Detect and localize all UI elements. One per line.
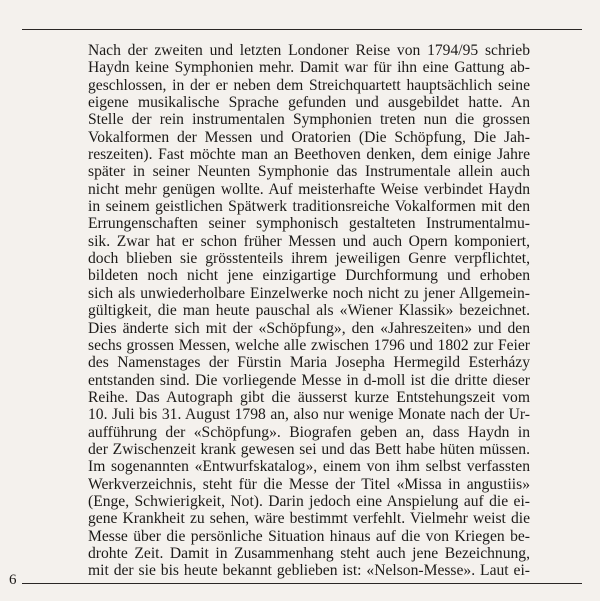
text-line: geschlossen, in der er neben dem Streichquartett hauptsächlich seine — [88, 76, 530, 94]
text-line: Im sogenannten «Entwurfskatalog», einem von ihm selbst verfassten — [88, 458, 530, 476]
text-line: Messe über die persönliche Situation hinaus auf die von Kriegen be- — [88, 527, 530, 545]
text-line: Werkverzeichnis, steht für die Messe der Titel «Missa in angustiis» — [88, 475, 530, 493]
text-line: Errungenschaften seiner symphonisch gestalteten Instrumentalmu- — [88, 215, 530, 233]
text-line: Haydn keine Symphonien mehr. Damit war für ihn eine Gattung ab- — [88, 59, 530, 77]
text-line: eigene musikalische Sprache gefunden und ausgebildet hatte. An — [88, 94, 530, 112]
text-line: Dies änderte sich mit der «Schöpfung», den «Jahreszeiten» und den — [88, 319, 530, 337]
page-number: 6 — [9, 572, 17, 588]
text-line: Stelle der rein instrumentalen Symphonien treten nun die grossen — [88, 111, 530, 129]
text-line: gene Krankheit zu sehen, wäre bestimmt verfehlt. Vielmehr weist die — [88, 510, 530, 528]
text-line: des Namenstages der Fürstin Maria Josepha Hermegild Esterházy — [88, 354, 530, 372]
text-line: entstanden sind. Die vorliegende Messe in d-moll ist die dritte dieser — [88, 371, 530, 389]
text-line: Nach der zweiten und letzten Londoner Reise von 1794/95 schrieb — [88, 42, 530, 59]
text-line: nicht mehr genügen wollte. Auf meisterhafte Weise verbindet Haydn — [88, 180, 530, 198]
text-line: sik. Zwar hat er schon früher Messen und auch Opern komponiert, — [88, 232, 530, 250]
text-line: mit der sie bis heute bekannt geblieben ist: «Nelson-Messe». Laut ei- — [88, 562, 530, 580]
text-line: sechs grossen Messen, welche alle zwischen 1796 und 1802 zur Feier — [88, 336, 530, 354]
body-paragraph — [88, 42, 530, 580]
text-line: 10. Juli bis 31. August 1798 an, also nur wenige Monate nach der Ur- — [88, 406, 530, 424]
text-line: aufführung der «Schöpfung». Biografen geben an, dass Haydn in — [88, 423, 530, 441]
text-line: später in seiner Neunten Symphonie das Instrumentale allein auch — [88, 163, 530, 181]
text-line: in seinem geistlichen Spätwerk traditionsreiche Vokalformen mit den — [88, 198, 530, 216]
text-line: gültigkeit, die man heute pauschal als «Wiener Klassik» bezeichnet. — [88, 302, 530, 320]
text-line: der Zwischenzeit krank gewesen sei und das Bett habe hüten müssen. — [88, 440, 530, 458]
text-line: bildeten noch nicht jene einzigartige Durchformung und erhoben — [88, 267, 530, 285]
text-line: Reihe. Das Autograph gibt die äusserst kurze Entstehungszeit vom — [88, 388, 530, 406]
text-line: doch blieben sie grösstenteils ihrem jeweiligen Genre verpflichtet, — [88, 250, 530, 268]
text-line: drohte Zeit. Damit in Zusammenhang steht auch jene Bezeichnung, — [88, 544, 530, 562]
text-line: reszeiten). Fast möchte man an Beethoven denken, dem einige Jahre — [88, 146, 530, 164]
text-line: sich als unwiederholbare Einzelwerke noch nicht zu jener Allgemein- — [88, 284, 530, 302]
text-line: Vokalformen der Messen und Oratorien (Die Schöpfung, Die Jah- — [88, 128, 530, 146]
text-line: (Enge, Schwierigkeit, Not). Darin jedoch eine Anspielung auf die ei- — [88, 492, 530, 510]
bottom-rule — [22, 583, 582, 584]
top-rule — [22, 29, 582, 30]
